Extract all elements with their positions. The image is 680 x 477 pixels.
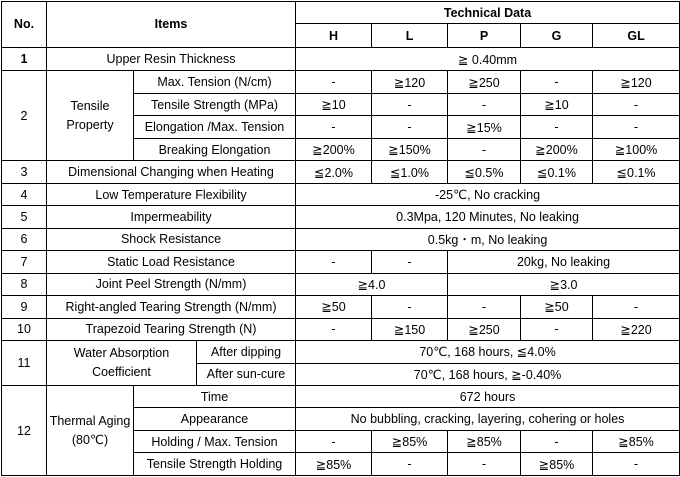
merged-value: 0.3Mpa, 120 Minutes, No leaking xyxy=(296,206,680,228)
value-cell: ≦0.1% xyxy=(593,161,680,183)
value-cell: - xyxy=(296,251,372,273)
grade-g: G xyxy=(521,24,593,47)
item-label: Appearance xyxy=(134,408,296,430)
value-cell: - xyxy=(296,71,372,93)
merged-value: 20kg, No leaking xyxy=(448,251,680,273)
value-cell: ≧85% xyxy=(593,430,680,452)
value-cell: ≧100% xyxy=(593,138,680,160)
item-label: Elongation /Max. Tension xyxy=(134,116,296,138)
grade-l: L xyxy=(372,24,448,47)
row-number: 1 xyxy=(2,47,47,70)
value-cell: - xyxy=(296,318,372,340)
value-cell: - xyxy=(296,116,372,138)
group-label: Thermal Aging (80℃) xyxy=(47,386,134,476)
item-label: Upper Resin Thickness xyxy=(47,47,296,70)
value-cell: ≧150% xyxy=(372,138,448,160)
grade-p: P xyxy=(448,24,521,47)
table-row xyxy=(2,71,680,93)
value-cell: ≧50 xyxy=(296,296,372,318)
value-cell: - xyxy=(521,318,593,340)
table-row xyxy=(2,47,680,70)
table-row xyxy=(2,318,680,340)
value-cell: ≧85% xyxy=(296,453,372,476)
merged-value: ≧ 0.40mm xyxy=(296,47,680,70)
item-label: Dimensional Changing when Heating xyxy=(47,161,296,183)
value-cell: - xyxy=(448,93,521,115)
value-cell: - xyxy=(448,296,521,318)
group-label: Tensile Property xyxy=(47,71,134,161)
merged-value: ≧3.0 xyxy=(448,273,680,295)
row-number: 5 xyxy=(2,206,47,228)
item-label: Shock Resistance xyxy=(47,228,296,250)
table-row xyxy=(2,161,680,183)
value-cell: ≦1.0% xyxy=(372,161,448,183)
value-cell: ≧220 xyxy=(593,318,680,340)
row-number: 11 xyxy=(2,341,47,386)
value-cell: ≧120 xyxy=(372,71,448,93)
value-cell: - xyxy=(593,296,680,318)
header-items: Items xyxy=(47,2,296,48)
value-cell: ≦0.5% xyxy=(448,161,521,183)
table-row xyxy=(2,296,680,318)
value-cell: - xyxy=(593,453,680,476)
value-cell: - xyxy=(593,93,680,115)
merged-value: 672 hours xyxy=(296,386,680,408)
item-label: Trapezoid Tearing Strength (N) xyxy=(47,318,296,340)
row-number: 9 xyxy=(2,296,47,318)
value-cell: ≦2.0% xyxy=(296,161,372,183)
row-number: 7 xyxy=(2,251,47,273)
row-number: 3 xyxy=(2,161,47,183)
value-cell: - xyxy=(372,296,448,318)
value-cell: ≧85% xyxy=(448,430,521,452)
technical-data-table xyxy=(1,1,680,476)
table-row xyxy=(2,251,680,273)
item-label: Low Temperature Flexibility xyxy=(47,183,296,205)
merged-value: 70℃, 168 hours, ≧-0.40% xyxy=(296,363,680,385)
item-label: Right-angled Tearing Strength (N/mm) xyxy=(47,296,296,318)
table-row xyxy=(2,341,680,363)
value-cell: - xyxy=(448,453,521,476)
value-cell: ≧50 xyxy=(521,296,593,318)
value-cell: - xyxy=(372,251,448,273)
row-number: 4 xyxy=(2,183,47,205)
item-label: Breaking Elongation xyxy=(134,138,296,160)
value-cell: - xyxy=(593,116,680,138)
grade-gl: GL xyxy=(593,24,680,47)
value-cell: ≧150 xyxy=(372,318,448,340)
table-row xyxy=(2,386,680,408)
value-cell: - xyxy=(521,71,593,93)
value-cell: ≧85% xyxy=(372,430,448,452)
item-label: Static Load Resistance xyxy=(47,251,296,273)
row-number: 8 xyxy=(2,273,47,295)
item-label: After sun-cure xyxy=(197,363,296,385)
table-row xyxy=(2,206,680,228)
value-cell: - xyxy=(521,430,593,452)
table-row xyxy=(2,273,680,295)
value-cell: ≧200% xyxy=(296,138,372,160)
item-label: Impermeability xyxy=(47,206,296,228)
item-label: Tensile Strength Holding xyxy=(134,453,296,476)
value-cell: - xyxy=(372,116,448,138)
merged-value: -25℃, No cracking xyxy=(296,183,680,205)
grade-h: H xyxy=(296,24,372,47)
value-cell: ≧15% xyxy=(448,116,521,138)
table-row xyxy=(2,183,680,205)
value-cell: ≧85% xyxy=(521,453,593,476)
group-label: Water Absorption Coefficient xyxy=(47,341,197,386)
value-cell: ≧250 xyxy=(448,318,521,340)
row-number: 2 xyxy=(2,71,47,161)
header-technical-data: Technical Data xyxy=(296,2,680,24)
header-row xyxy=(2,2,680,24)
value-cell: ≧120 xyxy=(593,71,680,93)
header-no: No. xyxy=(2,2,47,48)
merged-value: 0.5kg・m, No leaking xyxy=(296,228,680,250)
item-label: Tensile Strength (MPa) xyxy=(134,93,296,115)
merged-value: No bubbling, cracking, layering, cohering or holes xyxy=(296,408,680,430)
value-cell: - xyxy=(448,138,521,160)
value-cell: - xyxy=(521,116,593,138)
merged-value: 70℃, 168 hours, ≦4.0% xyxy=(296,341,680,363)
row-number: 12 xyxy=(2,386,47,476)
value-cell: - xyxy=(372,453,448,476)
value-cell: ≦0.1% xyxy=(521,161,593,183)
row-number: 6 xyxy=(2,228,47,250)
value-cell: ≧250 xyxy=(448,71,521,93)
item-label: Joint Peel Strength (N/mm) xyxy=(47,273,296,295)
value-cell: - xyxy=(296,430,372,452)
value-cell: ≧200% xyxy=(521,138,593,160)
table-row xyxy=(2,228,680,250)
item-label: After dipping xyxy=(197,341,296,363)
item-label: Time xyxy=(134,386,296,408)
merged-value: ≧4.0 xyxy=(296,273,448,295)
value-cell: - xyxy=(372,93,448,115)
value-cell: ≧10 xyxy=(296,93,372,115)
item-label: Max. Tension (N/cm) xyxy=(134,71,296,93)
value-cell: ≧10 xyxy=(521,93,593,115)
row-number: 10 xyxy=(2,318,47,340)
item-label: Holding / Max. Tension xyxy=(134,430,296,452)
